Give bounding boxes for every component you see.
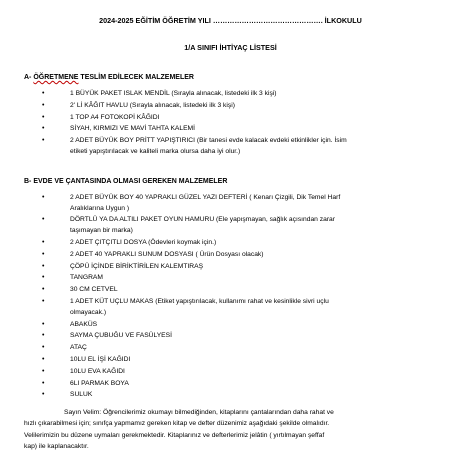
list-item-text-continued: olmayacak.) [70, 308, 107, 316]
bullet-marker: • [42, 238, 45, 246]
note-line: Velilerimizin bu düzene uymaları gerekmektedir. Kitaplarınız ve defterlerimiz jelâtin ( yırtılmayan şeffaf [24, 431, 325, 439]
list-item-text: 10LU EL İŞİ KAĞIDI [70, 355, 131, 363]
bullet-marker: • [42, 344, 45, 352]
document-subtitle: 1/A SINIFI İHTİYAÇ LİSTESİ [184, 43, 277, 52]
list-item [24, 124, 437, 135]
list-item [24, 215, 437, 237]
list-item [24, 136, 437, 158]
section-a-list [24, 89, 437, 158]
list-item-text-continued: Aralıklarına Uygun ) [70, 204, 130, 212]
list-item [24, 193, 437, 215]
list-item-text: ÇÖPÜ İÇİNDE BİRİKTİRİLEN KALEMTIRAŞ [70, 262, 204, 270]
list-item-text: SAYMA ÇUBUĞU VE FASÜLYESİ [70, 332, 172, 340]
note-line: hızlı çıkarabilmesi için; sınıfça yapmamız gereken kitap ve defter düzenimiz aşağıdaki şekilde olmalıdır. [24, 420, 330, 428]
bullet-marker: • [42, 274, 45, 282]
list-item-text: 2 ADET 40 YAPRAKLI SUNUM DOSYASI ( Ürün Dosyası olacak) [70, 250, 264, 258]
list-item-text: TANGRAM [70, 274, 103, 282]
list-item-text: 2 ADET BÜYÜK BOY 40 YAPRAKLI GÜZEL YAZI DEFTERİ ( Kenarı Çizgili, Dik Temel Harf [70, 193, 341, 201]
bullet-marker: • [42, 193, 45, 201]
note-line: kap) ile kaplanacaktır. [24, 442, 89, 450]
list-item [24, 89, 437, 100]
list-item-text-continued: etiketi yapıştırılacak ve kaliteli marka olursa daha iyi olur.) [70, 147, 241, 155]
bullet-marker: • [42, 332, 45, 340]
list-item-text: 1 TOP A4 FOTOKOPİ KÂĞIDI [70, 113, 160, 121]
bullet-marker: • [42, 297, 45, 305]
bullet-marker: • [42, 250, 45, 258]
bullet-marker: • [42, 216, 45, 224]
bullet-marker: • [42, 101, 45, 109]
list-item [24, 101, 437, 112]
list-item-text: 2 ADET BÜYÜK BOY PRİTT YAPIŞTIRICI (Bir tanesi evde kalacak evdeki etkinlikler için. İsim [70, 137, 347, 145]
list-item-text: 10LU EVA KAĞIDI [70, 367, 125, 375]
list-item [24, 343, 437, 354]
bullet-marker: • [42, 320, 45, 328]
list-item [24, 113, 437, 124]
bullet-marker: • [42, 367, 45, 375]
list-item-text: 1 BÜYÜK PAKET ISLAK MENDİL (Sırayla alınacak, listedeki ilk 3 kişi) [70, 90, 277, 97]
list-item [24, 250, 437, 261]
section-b-list [24, 193, 437, 401]
list-item [24, 355, 437, 366]
list-item [24, 262, 437, 273]
bullet-marker: • [42, 125, 45, 133]
list-item-text: 2 ADET ÇITÇITLI DOSYA (Ödevleri koymak için.) [70, 238, 217, 246]
section-a-underlined-word: ÖĞRETMENE [33, 74, 79, 81]
bullet-marker: • [42, 113, 45, 121]
list-item-text: 2' Lİ KÂĞIT HAVLU (Sırayla alınacak, listedeki ilk 3 kişi) [70, 101, 235, 109]
list-item [24, 331, 437, 342]
list-item-text: 1 ADET KÜT UÇLU MAKAS (Etiket yapıştırılacak, kullanımı rahat ve kesinlikle sivri uçlu [70, 297, 329, 305]
section-a-title [24, 73, 437, 83]
section-b-title: B- EVDE VE ÇANTASINDA OLMASI GEREKEN MALZEMELER [24, 177, 228, 185]
bullet-marker: • [42, 137, 45, 145]
note-line: Sayın Velim: Öğrencilerimiz okumayı bilmediğinden, kitaplarını çantalarından daha rahat ve [64, 409, 334, 417]
section-a-prefix: A- [24, 74, 34, 81]
list-item [24, 390, 437, 401]
list-item [24, 379, 437, 390]
list-item-text: 6LI PARMAK BOYA [70, 379, 129, 387]
bullet-marker: • [42, 379, 45, 387]
list-item-text: DÖRTLÜ YA DA ALTILI PAKET OYUN HAMURU (Ele yapışmayan, sağlık açısından zarar [70, 216, 335, 224]
list-item-text-continued: taşımayan bir marka) [70, 227, 133, 235]
bullet-marker: • [42, 262, 45, 270]
list-item-text: ABAKÜS [70, 320, 98, 328]
list-item-text: ATAÇ [70, 344, 87, 352]
list-item-text: SULUK [70, 391, 93, 399]
list-item [24, 367, 437, 378]
list-item-text: SİYAH, KIRMIZI VE MAVİ TAHTA KALEMİ [70, 125, 195, 133]
list-item-text: 30 CM CETVEL [70, 286, 118, 294]
parent-note [24, 407, 437, 452]
list-item [24, 273, 437, 284]
bullet-marker: • [42, 355, 45, 363]
list-item [24, 320, 437, 331]
list-item [24, 238, 437, 249]
section-a-rest: TESLİM EDİLECEK MALZEMELER [78, 74, 194, 81]
document-title: 2024-2025 EĞİTİM ÖĞRETİM YILI ………………………………………. İLKOKULU [99, 16, 362, 25]
bullet-marker: • [42, 90, 45, 97]
bullet-marker: • [42, 286, 45, 294]
list-item [24, 285, 437, 296]
bullet-marker: • [42, 391, 45, 399]
list-item [24, 297, 437, 319]
